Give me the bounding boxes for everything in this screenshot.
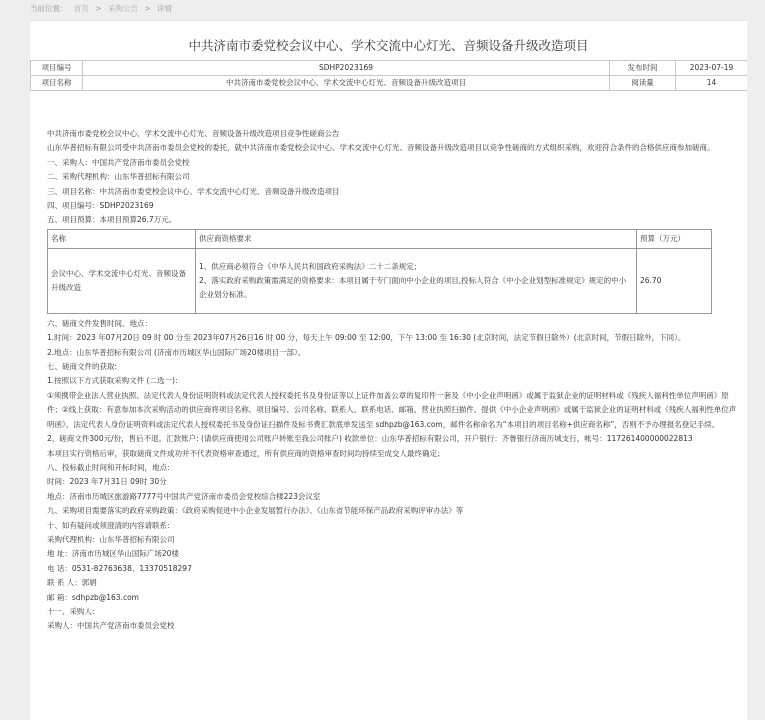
budget-header-name: 名称: [48, 229, 196, 248]
page-title: 中共济南市委党校会议中心、学术交流中心灯光、音频设备升级改造项目: [188, 38, 589, 53]
body-paragraph: 本项目实行资格后审，获取磋商文件成功并不代表资格审查通过，所有供应商的资格审查时间均持续至成交人最终确定；: [47, 448, 445, 458]
views-label: 阅读量: [610, 76, 676, 91]
body-paragraph: 采购代理机构：山东华普招标有限公司: [47, 534, 175, 544]
publish-date-label: 发布时间: [610, 61, 676, 76]
body-paragraph: 五、项目预算：本项目预算26.7万元。: [47, 215, 177, 225]
qualification-line: 2、落实政府采购政策需满足的资格要求：本项目属于专门面向中小企业的项目,投标人符合《中小企业划型标准规定》规定的中小企业划分标准。: [199, 275, 627, 299]
breadcrumb-current: 详情: [157, 4, 173, 13]
body-paragraph: 九、采购项目需要落实的政府采购政策：《政府采购促进中小企业发展暂行办法》、《山东省节能环保产品政府采购评审办法》等: [47, 506, 464, 516]
budget-header-qualification: 供应商资格要求: [196, 229, 637, 248]
body-paragraph: 七、磋商文件的获取:: [47, 362, 118, 372]
body-paragraph: 中共济南市委党校会议中心、学术交流中心灯光、音频设备升级改造项目竞争性磋商公告: [47, 129, 340, 138]
breadcrumb-section-link[interactable]: 采购公告: [107, 4, 138, 13]
announcement-body: [47, 127, 739, 634]
project-no-label: 项目编号: [31, 61, 83, 76]
article-panel: [30, 20, 747, 720]
body-paragraph: 邮 箱：sdhpzb@163.com: [47, 592, 139, 602]
budget-item-name: 会议中心、学术交流中心灯光、音频设备升级改造: [48, 248, 196, 313]
project-name-label: 项目名称: [31, 76, 83, 91]
project-name-value: 中共济南市委党校会议中心、学术交流中心灯光、音频设备升级改造项目: [83, 76, 610, 91]
body-paragraph: 电 话：0531-82763638、13370518297: [47, 563, 192, 573]
budget-item-amount: 26.70: [637, 248, 712, 313]
breadcrumb: [0, 0, 765, 18]
budget-table-row: [48, 248, 712, 313]
body-paragraph: 时间：2023 年7月31日 09时 30分: [47, 477, 167, 487]
budget-table-header: [48, 229, 712, 248]
body-paragraph: 地点：济南市历城区旅游路7777号中国共产党济南市委员会党校综合楼223会议室: [47, 491, 321, 501]
body-paragraph: 1.按照以下方式获取采购文件 (二选一)：: [47, 376, 183, 386]
body-paragraph: 一、采购人：中国共产党济南市委员会党校: [47, 157, 190, 167]
body-paragraph: 二、采购代理机构：山东华普招标有限公司: [47, 172, 190, 182]
meta-row: [31, 61, 748, 76]
breadcrumb-separator: >: [92, 4, 104, 13]
body-paragraph: 2、磋商文件300元/份，售后不退。汇款账户: (请供应商使用公司账户转账至我公司账户) 收款单位：山东华普招标有限公司，开户银行：齐鲁银行济南历城支行，帐号：117261400000022813: [47, 434, 693, 444]
body-paragraph: 2.地点：山东华普招标有限公司 (济南市历城区华山国际广场20楼项目一部）。: [47, 347, 306, 357]
publish-date-value: 2023-07-19: [676, 61, 748, 76]
body-paragraph: ①须携带企业法人营业执照、法定代表人身份证明资料或法定代表人授权委托书及身份证等以上证件加盖公章的复印件一套及《中小企业声明函》或属于监狱企业的证明材料或《残疾人福利性单位声明函》原件；②线上获取：有意参加本次采购活动的供应商将项目名称、项目编号、公司名称、联系人、联系电话、邮箱、营业执照扫描件、提供《中小企业声明函》或属于监狱企业的证明材料或《残疾人福利性单位声明函》、法定代表人身份证明资料或法定代表人授权委托书及身份证扫描件及标书费汇款底单发送至 sdhpzb@163.com，邮件名称命名为“本项目的项目名称+供应商名称”，否则不予办理报名登记手续。: [47, 390, 737, 429]
meta-table: [30, 60, 747, 91]
views-value: 14: [676, 76, 748, 91]
body-paragraph: 四、项目编号：SDHP2023169: [47, 201, 154, 211]
breadcrumb-prefix: 当前位置：: [30, 4, 68, 13]
qualification-line: 1、供应商必须符合《中华人民共和国政府采购法》二十二条规定；: [199, 261, 422, 271]
budget-table: [47, 229, 712, 314]
budget-item-qualification: [196, 248, 637, 313]
body-paragraph: 三、项目名称：中共济南市委党校会议中心、学术交流中心灯光、音频设备升级改造项目: [47, 186, 340, 196]
breadcrumb-separator: >: [141, 4, 154, 13]
body-paragraph: 联 系 人：郭娟: [47, 578, 97, 588]
body-paragraph: 八、投标截止时间和开标时间，地点:: [47, 462, 170, 472]
breadcrumb-home-link[interactable]: 首页: [73, 4, 89, 13]
body-paragraph: 六、磋商文件发售时间、地点：: [47, 318, 152, 328]
project-no-value: SDHP2023169: [83, 61, 610, 76]
body-paragraph: 采购人：中国共产党济南市委员会党校: [47, 621, 175, 631]
body-paragraph: 十、如有疑问或须澄清的内容请联系:: [47, 520, 170, 530]
body-paragraph: 地 址：济南市历城区华山国际广场20楼: [47, 549, 179, 559]
budget-header-amount: 预算（万元）: [637, 229, 712, 248]
meta-row: [31, 76, 748, 91]
body-paragraph: 1.时间：2023 年07月20日 09 时 00 分至 2023年07月26日16 时 00 分，每天上午 09:00 至 12:00，下午 13:00 至 16:30 (北京时间，法定节假日除外）(北京时间，节假日除外，下同）。: [47, 333, 686, 343]
body-paragraph: 山东华普招标有限公司受中共济南市委员会党校的委托，就中共济南市委党校会议中心、学术交流中心灯光、音频设备升级改造项目以竞争性磋商的方式组织采购，欢迎符合条件的合格供应商参加磋商。: [47, 143, 715, 153]
body-paragraph: 十一、采购人:: [47, 606, 95, 616]
